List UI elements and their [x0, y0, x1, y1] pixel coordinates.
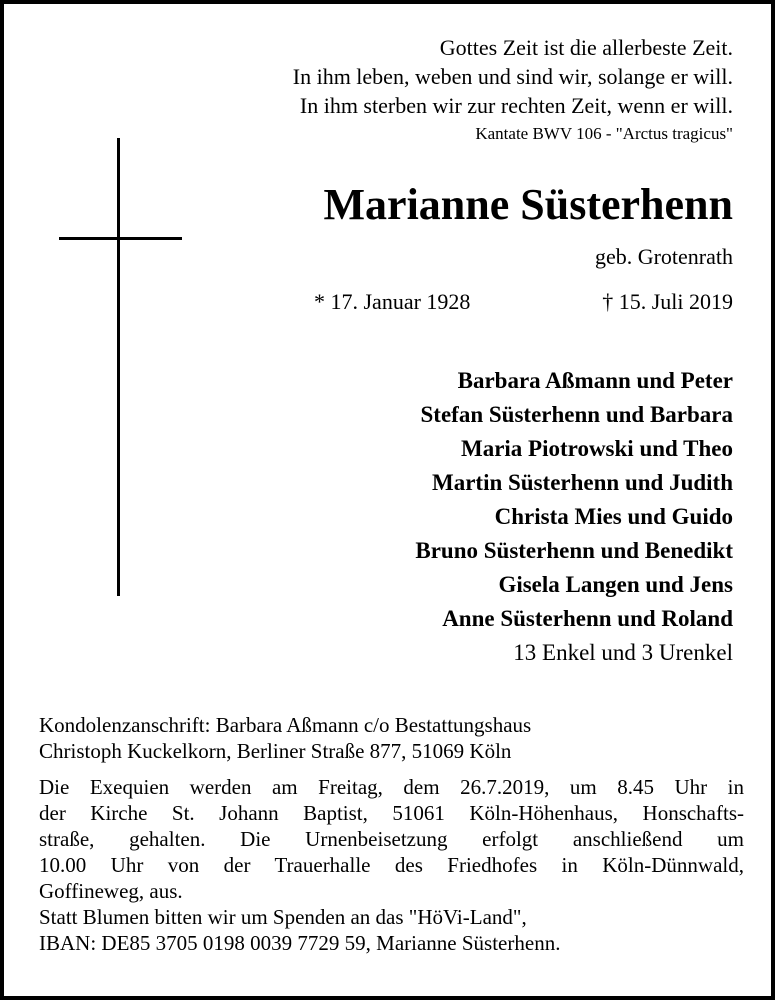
quote-source: Kantate BWV 106 - "Arctus tragicus" [475, 124, 733, 143]
family-member: Stefan Süsterhenn und Barbara [420, 402, 733, 427]
birth-date: * 17. Januar 1928 [314, 289, 471, 314]
service-line: 10.00 Uhr von der Trauerhalle des Friedhofes in Köln-Dünnwald, [39, 853, 744, 877]
condolence-address [39, 712, 531, 764]
condolence-line: Kondolenzanschrift: Barbara Aßmann c/o Bestattungshaus [39, 713, 532, 737]
family-member: Bruno Süsterhenn und Benedikt [415, 538, 733, 563]
bible-quote [293, 33, 733, 145]
service-line: der Kirche St. Johann Baptist, 51061 Köln-Höhenhaus, Honschafts- [39, 801, 744, 825]
deceased-name: Marianne Süsterhenn [323, 180, 733, 229]
service-info [39, 774, 744, 956]
service-line: Die Exequien werden am Freitag, dem 26.7.2019, um 8.45 Uhr in [39, 775, 744, 799]
family-member: Martin Süsterhenn und Judith [432, 470, 733, 495]
death-date: † 15. Juli 2019 [602, 289, 733, 314]
grandchildren-note: 13 Enkel und 3 Urenkel [513, 640, 733, 665]
condolence-line: Christoph Kuckelkorn, Berliner Straße 877, 51069 Köln [39, 739, 512, 763]
quote-line: In ihm sterben wir zur rechten Zeit, wenn er will. [299, 93, 733, 118]
service-line: Goffineweg, aus. [39, 879, 183, 903]
family-member: Christa Mies und Guido [494, 504, 733, 529]
quote-line: Gottes Zeit ist die allerbeste Zeit. [439, 35, 733, 60]
quote-line: In ihm leben, weben und sind wir, solange er will. [292, 64, 733, 89]
cross-icon [117, 138, 120, 596]
family-member: Maria Piotrowski und Theo [461, 436, 733, 461]
donation-line: IBAN: DE85 3705 0198 0039 7729 59, Marianne Süsterhenn. [39, 931, 561, 955]
family-member: Barbara Aßmann und Peter [457, 368, 733, 393]
family-member: Anne Süsterhenn und Roland [442, 606, 733, 631]
family-list [415, 364, 733, 670]
family-member: Gisela Langen und Jens [498, 572, 733, 597]
donation-line: Statt Blumen bitten wir um Spenden an das "HöVi-Land", [39, 905, 527, 929]
cross-icon-crossbar [59, 237, 182, 240]
maiden-name: geb. Grotenrath [594, 244, 733, 269]
service-line: straße, gehalten. Die Urnenbeisetzung erfolgt anschließend um [39, 827, 744, 851]
